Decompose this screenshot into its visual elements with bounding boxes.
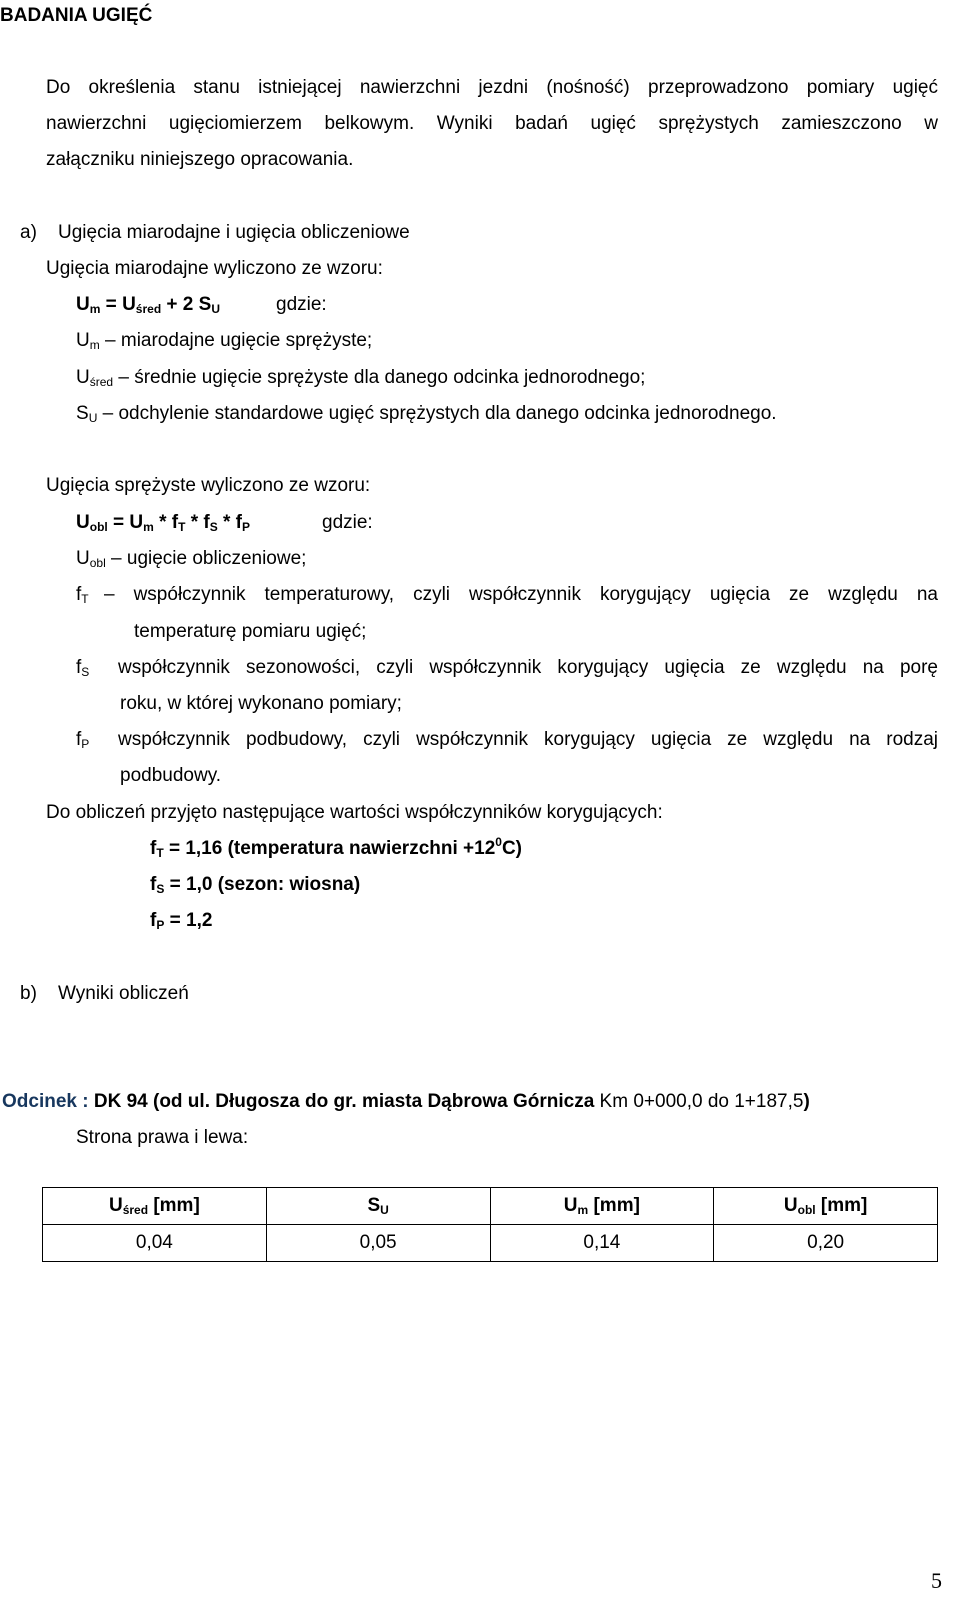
table-row <box>43 1225 938 1262</box>
section-b-marker: b) <box>20 983 37 1004</box>
formula1-gdzie: gdzie: <box>276 294 327 315</box>
table-cell: 0,14 <box>490 1225 714 1262</box>
table-cell: 0,04 <box>43 1225 267 1262</box>
def-fs-line-1: współczynnik sezonowości, czyli współczynnik korygujący ugięcia ze względu na porę <box>118 657 938 678</box>
segment-label: Odcinek : <box>2 1091 89 1112</box>
formula2: $U_{obl} = U_m * f_T * f_S * f_P$ <box>76 512 251 534</box>
def-uobl: $U_{obl}$ – ugięcie obliczeniowe; <box>76 548 307 570</box>
segment-name: DK 94 (od ul. Długosza do gr. miasta Dąbrowa Górnicza <box>88 1091 595 1112</box>
intro-line-2: nawierzchni ugięciomierzem belkowym. Wyniki badań ugięć sprężystych zamieszczono w <box>46 113 938 134</box>
results-table <box>42 1187 938 1262</box>
coefficients-intro: Do obliczeń przyjęto następujące wartości współczynników korygujących: <box>46 802 663 823</box>
intro-line-1: Do określenia stanu istniejącej nawierzchni jezdni (nośność) przeprowadzono pomiary ugięć <box>46 77 938 98</box>
table-header-cell: $U_m$ [mm] <box>490 1188 714 1225</box>
table-header-row <box>43 1188 938 1225</box>
page-number: 5 <box>931 1568 942 1593</box>
def-ft-line-2: temperaturę pomiaru ugięć; <box>134 621 367 642</box>
section-a-heading: Ugięcia miarodajne i ugięcia obliczeniowe <box>58 222 410 243</box>
segment-line: Odcinek : DK 94 (od ul. Długosza do gr. miasta Dąbrowa Górnicza Km 0+000,0 do 1+187,5) <box>2 1091 810 1112</box>
def-fp-line-1: współczynnik podbudowy, czyli współczynnik korygujący ugięcia ze względu na rodzaj <box>118 729 938 750</box>
section-a-marker: a) <box>20 222 37 243</box>
def-ft-symbol: $f_T$ <box>76 584 89 606</box>
table-cell: 0,20 <box>714 1225 938 1262</box>
table-header-cell: $U_{śred}$ [mm] <box>43 1188 267 1225</box>
def-fs-symbol: $f_S$ <box>76 657 90 679</box>
table-header-cell: $S_U$ <box>266 1188 490 1225</box>
formula2-intro: Ugięcia sprężyste wyliczono ze wzoru: <box>46 475 371 496</box>
def-fs-line-2: roku, w której wykonano pomiary; <box>120 693 402 714</box>
def-su: $S_U$ – odchylenie standardowe ugięć sprężystych dla danego odcinka jednorodnego. <box>76 403 777 425</box>
formula1: $U_m = U_{śred} + 2$ $S_U$ <box>76 294 221 316</box>
def-fp-symbol: $f_P$ <box>76 729 90 751</box>
def-um: $U_m$ – miarodajne ugięcie sprężyste; <box>76 330 373 352</box>
def-ft-line-1: – współczynnik temperaturowy, czyli współczynnik korygujący ugięcia ze względu na <box>104 584 938 605</box>
formula1-intro: Ugięcia miarodajne wyliczono ze wzoru: <box>46 258 383 279</box>
segment-side: Strona prawa i lewa: <box>76 1127 249 1148</box>
def-fp-line-2: podbudowy. <box>120 765 222 786</box>
coefficient-ft: $f_T = 1,16$ (temperatura nawierzchni $+12^0C$) <box>150 835 523 860</box>
table-cell: 0,05 <box>266 1225 490 1262</box>
table-header-cell: $U_{obl}$ [mm] <box>714 1188 938 1225</box>
coefficient-fp: $f_P = 1,2$ <box>150 910 213 932</box>
intro-line-3: załączniku niniejszego opracowania. <box>46 149 354 170</box>
section-b-heading: Wyniki obliczeń <box>58 983 189 1004</box>
segment-km: Km 0+000,0 do 1+187,5 <box>594 1091 804 1112</box>
coefficient-fs: $f_S = 1,0$ (sezon: wiosna) <box>150 874 361 896</box>
def-usred: $U_{śred}$ – średnie ugięcie sprężyste dla danego odcinka jednorodnego; <box>76 367 646 389</box>
page-title: BADANIA UGIĘĆ <box>0 5 153 26</box>
formula2-gdzie: gdzie: <box>322 512 373 533</box>
